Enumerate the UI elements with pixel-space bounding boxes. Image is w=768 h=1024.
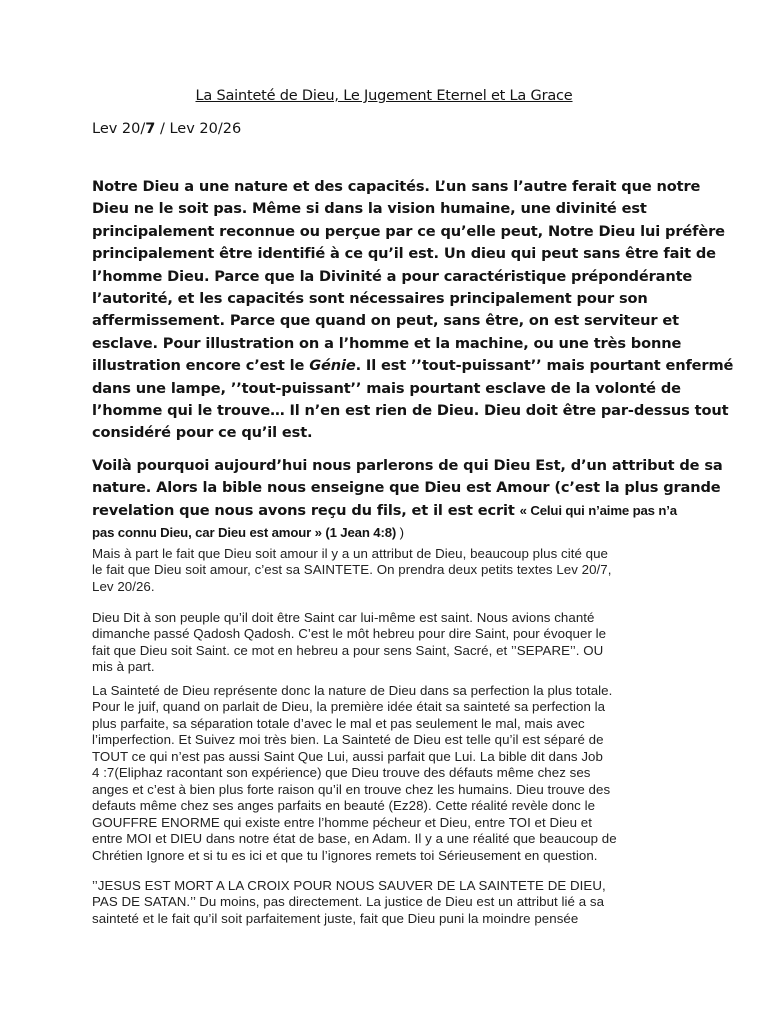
text-line <box>92 522 692 544</box>
text-line: l’homme Dieu. Parce que la Divinité a pour caractéristique prépondérante <box>92 267 693 285</box>
text-line: PAS DE SATAN.’’ Du moins, pas directement. La justice de Dieu est un attribut lié a sa <box>92 894 605 910</box>
text-line: Chrétien Ignore et si tu es ici et que tu l’ignores remets toi Sérieusement en question. <box>92 847 598 863</box>
document-title: La Sainteté de Dieu, Le Jugement Eternel et La Grace <box>195 88 573 104</box>
text-segment: illustration encore c’est le <box>92 357 310 375</box>
text-line: Mais à part le fait que Dieu soit amour il y a un attribut de Dieu, beaucoup plus cité que <box>92 546 608 561</box>
text-line: entre MOI et DIEU dans notre état de base, en Adam. Il y a une réalité que beaucoup de <box>92 831 617 847</box>
text-line: 4 :7(Eliphaz racontant son expérience) que Dieu trouve des défauts même chez ses <box>92 765 591 781</box>
text-line: l’homme qui le trouve… Il n’en est rien de Dieu. Dieu doit être par-dessus tout <box>92 402 729 420</box>
text-line: Dieu Dit à son peuple qu’il doit être Saint car lui-même est saint. Nous avions chanté <box>92 610 595 625</box>
italic-term-genie: Génie <box>309 357 356 375</box>
text-line: Lev 20/26. <box>92 578 155 594</box>
text-line: l’imperfection. Et Suivez moi très bien. La Sainteté de Dieu est telle qu’il est séparé de <box>92 732 604 748</box>
text-line: l’autorité, et les capacités sont nécessaires principalement pour son <box>92 290 648 308</box>
text-line: considéré pour ce qu’il est. <box>92 424 313 442</box>
text-line: TOUT ce qui n’est pas aussi Saint Que Lui, aussi parfait que Lui. La bible dit dans Job <box>92 748 603 764</box>
text-line: sainteté et le fait qu’il soit parfaitement juste, fait que Dieu puni la moindre pensée <box>92 910 579 926</box>
paragraph-qadosh <box>92 610 692 676</box>
paragraph-jesus <box>92 878 692 927</box>
text-segment: . Il est ’’tout-puissant’’ mais pourtant enfermé <box>355 357 734 375</box>
paragraph-nature <box>92 176 734 445</box>
text-line: Voilà pourquoi aujourd’hui nous parlerons de qui Dieu Est, d’un attribut de sa <box>92 457 723 474</box>
reference-part: Lev 20/ <box>92 121 146 137</box>
paragraph-amour <box>92 455 723 545</box>
text-line: plus parfaite, sa séparation totale d’avec le mal et pas seulement le mal, mais avec <box>92 715 585 731</box>
text-line: dans une lampe, ’’tout-puissant’’ mais pourtant esclave de la volonté de <box>92 379 681 397</box>
scripture-reference <box>92 121 241 137</box>
text-line: Dieu ne le soit pas. Même si dans la vision humaine, une divinité est <box>92 200 647 218</box>
bible-citation: pas connu Dieu, car Dieu est amour » (1 Jean 4:8) <box>92 525 397 541</box>
text-line <box>92 500 692 522</box>
text-line: nature. Alors la bible nous enseigne que Dieu est Amour (c’est la plus grande <box>92 479 721 497</box>
text-line <box>92 355 734 377</box>
text-line: le fait que Dieu soit amour, c’est sa SAINTETE. On prendra deux petits textes Lev 20/7, <box>92 562 612 578</box>
text-line: anges et c’est à bien plus forte raison qu’il en trouve chez les humains. Dieu trouve des <box>92 781 611 797</box>
text-line: Pour le juif, quand on parlait de Dieu, la première idée était sa sainteté sa perfection la <box>92 699 606 715</box>
closing-paren: ) <box>396 525 404 541</box>
text-line: GOUFFRE ENORME qui existe entre l’homme pécheur et Dieu, entre TOI et Dieu et <box>92 814 592 830</box>
text-line: Notre Dieu a une nature et des capacités. L’un sans l’autre ferait que notre <box>92 178 701 195</box>
text-line: fait que Dieu soit Saint. ce mot en hebreu a pour sens Saint, Sacré, et ’’SEPARE’’. OU <box>92 642 604 658</box>
text-line: principalement reconnue ou perçue par ce qu’elle peut, Notre Dieu lui préfère <box>92 222 725 240</box>
text-line: principalement être identifié à ce qu’il est. Un dieu qui peut sans être fait de <box>92 245 716 263</box>
text-line: mis à part. <box>92 659 155 675</box>
text-line: defauts même chez ses anges parfaits en beauté (Ez28). Cette réalité revèle donc le <box>92 798 596 814</box>
bible-citation: « Celui qui n’aime pas n’a <box>519 502 677 518</box>
reference-part: / Lev 20/26 <box>155 121 242 137</box>
text-line: La Sainteté de Dieu représente donc la nature de Dieu dans sa perfection la plus totale. <box>92 683 613 698</box>
text-line: dimanche passé Qadosh Qadosh. C’est le môt hebreu pour dire Saint, pour évoquer le <box>92 626 607 642</box>
text-segment: revelation que nous avons reçu du fils, et il est ecrit <box>92 501 520 519</box>
paragraph-perfection <box>92 683 692 864</box>
paragraph-saintete <box>92 546 692 595</box>
text-line: esclave. Pour illustration on a l’homme et la machine, ou une très bonne <box>92 334 682 352</box>
text-line: ’’JESUS EST MORT A LA CROIX POUR NOUS SAUVER DE LA SAINTETE DE DIEU, <box>92 878 606 893</box>
text-line: affermissement. Parce que quand on peut, sans être, on est serviteur et <box>92 312 679 330</box>
reference-part-bold: 7 <box>145 121 156 137</box>
